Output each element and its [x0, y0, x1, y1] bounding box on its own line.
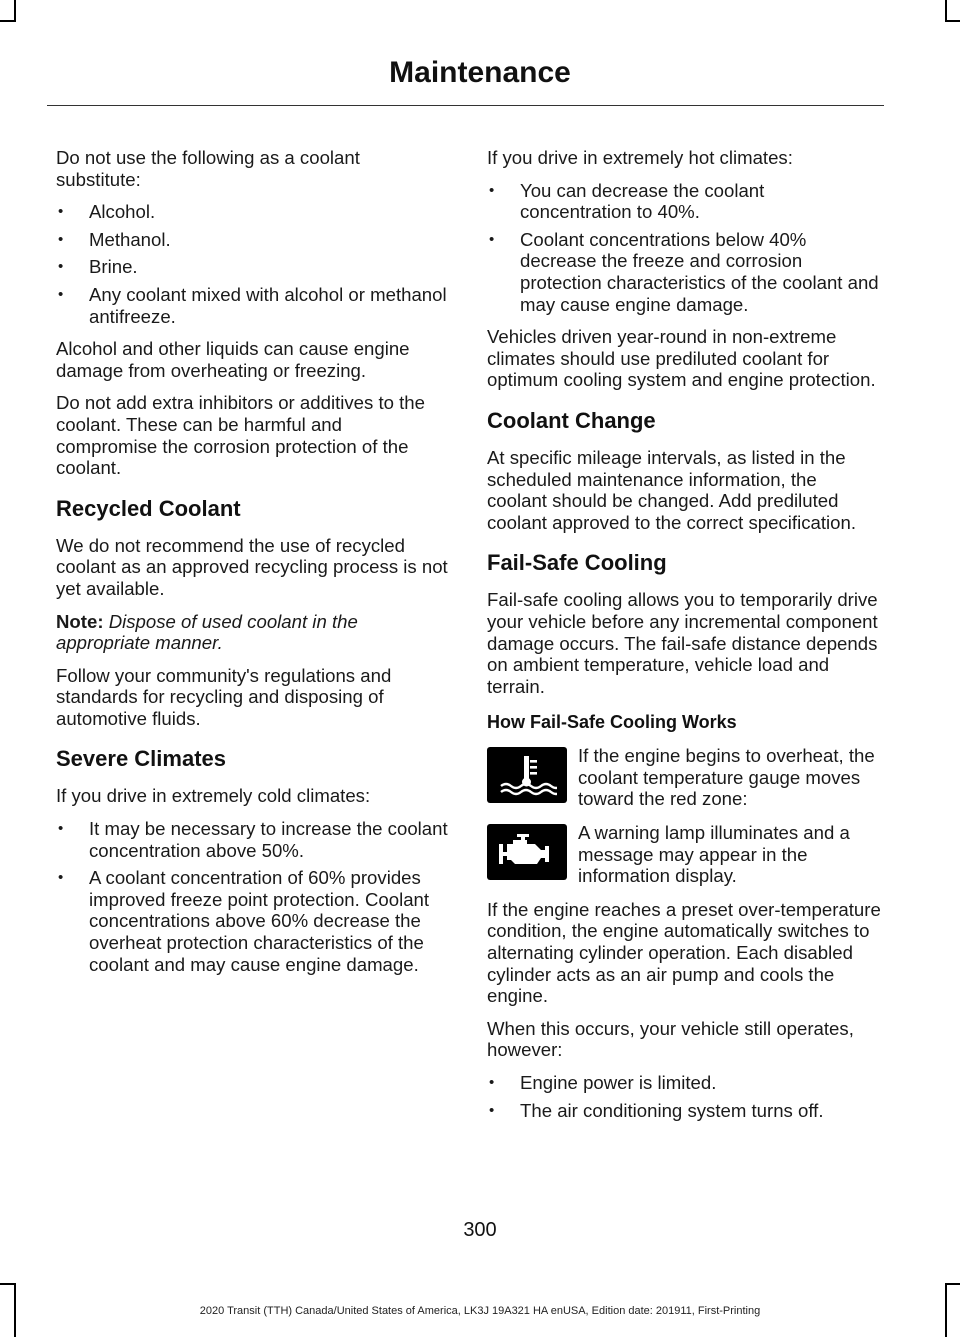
note-text: Dispose of used coolant in the appropriate manner.	[56, 610, 358, 654]
paragraph: Do not add extra inhibitors or additives to the coolant. These can be harmful and compromise the corrosion protection of the coolant.	[56, 392, 425, 479]
list-item: • Brine.	[56, 256, 448, 278]
list-item: • Any coolant mixed with alcohol or methanol antifreeze.	[56, 284, 448, 327]
paragraph: We do not recommend the use of recycled coolant as an approved recycling process is not yet available.	[56, 534, 448, 599]
hot-climate-list	[487, 180, 881, 316]
list-item: • Coolant concentrations below 40% decrease the freeze and corrosion protection characteristics of the coolant and may cause engine damage.	[487, 229, 881, 315]
list-item: • Methanol.	[56, 229, 448, 251]
section-heading-recycled-coolant: Recycled Coolant	[56, 495, 241, 521]
list-item: • It may be necessary to increase the coolant concentration above 50%.	[56, 818, 448, 861]
icon-row	[487, 822, 881, 887]
coolant-temperature-icon	[487, 747, 567, 803]
section-heading-fail-safe-cooling: Fail-Safe Cooling	[487, 550, 667, 576]
footer-text: 2020 Transit (TTH) Canada/United States of America, LK3J 19A321 HA enUSA, Edition date: 201911, First-Printing	[199, 1305, 761, 1317]
paragraph: Vehicles driven year-round in non-extreme climates should use prediluted coolant for optimum cooling system and engine protection.	[487, 326, 876, 391]
paragraph: Fail-safe cooling allows you to temporarily drive your vehicle before any incremental component damage occurs. The fail-safe distance depends on ambient temperature, vehicle load and terrain.	[487, 589, 878, 697]
crop-mark	[945, 1283, 960, 1285]
check-engine-icon	[487, 824, 567, 880]
paragraph: Do not use the following as a coolant substitute:	[56, 147, 360, 190]
list-item: • You can decrease the coolant concentration to 40%.	[487, 180, 881, 223]
icon-row	[487, 745, 881, 810]
limitations-list	[487, 1072, 881, 1121]
paragraph: If you drive in extremely hot climates:	[487, 147, 793, 168]
crop-mark	[0, 20, 16, 22]
paragraph: Alcohol and other liquids can cause engine damage from overheating or freezing.	[56, 338, 410, 381]
icon-description: If the engine begins to overheat, the coolant temperature gauge moves toward the red zone:	[578, 745, 875, 810]
paragraph: When this occurs, your vehicle still operates, however:	[487, 1017, 854, 1061]
right-column	[487, 147, 881, 1132]
icon-description: A warning lamp illuminates and a message may appear in the information display.	[578, 822, 850, 887]
note	[56, 611, 448, 654]
paragraph: Follow your community's regulations and standards for recycling and disposing of automotive fluids.	[56, 664, 392, 729]
page-title: Maintenance	[389, 56, 571, 89]
crop-mark	[14, 0, 16, 22]
section-heading-coolant-change: Coolant Change	[487, 407, 656, 433]
crop-mark	[945, 20, 960, 22]
list-item: • Engine power is limited.	[487, 1072, 881, 1094]
substitute-list	[56, 201, 448, 327]
left-column	[56, 147, 448, 986]
list-item: • The air conditioning system turns off.	[487, 1100, 881, 1122]
crop-mark	[0, 1283, 16, 1285]
paragraph: If you drive in extremely cold climates:	[56, 785, 371, 807]
paragraph: If the engine reaches a preset over-temperature condition, the engine automatically switches to alternating cylinder operation. Each disabled cylinder acts as an air pump and cools the engine.	[487, 898, 881, 1007]
paragraph: At specific mileage intervals, as listed in the scheduled maintenance information, the coolant should be changed. Add prediluted coolant approved to the correct specification.	[487, 446, 856, 533]
subsection-heading-how-fail-safe-works: How Fail-Safe Cooling Works	[487, 712, 737, 733]
page-number: 300	[463, 1219, 497, 1241]
list-item: • Alcohol.	[56, 201, 448, 223]
header-rule	[47, 105, 884, 106]
section-heading-severe-climates: Severe Climates	[56, 746, 226, 772]
note-label: Note:	[56, 610, 104, 632]
cold-climate-list	[56, 818, 448, 975]
list-item: • A coolant concentration of 60% provides improved freeze point protection. Coolant concentrations above 60% decrease the overheat protection characteristics of the coolant and may cause engine damage.	[56, 867, 448, 975]
crop-mark	[945, 0, 947, 22]
